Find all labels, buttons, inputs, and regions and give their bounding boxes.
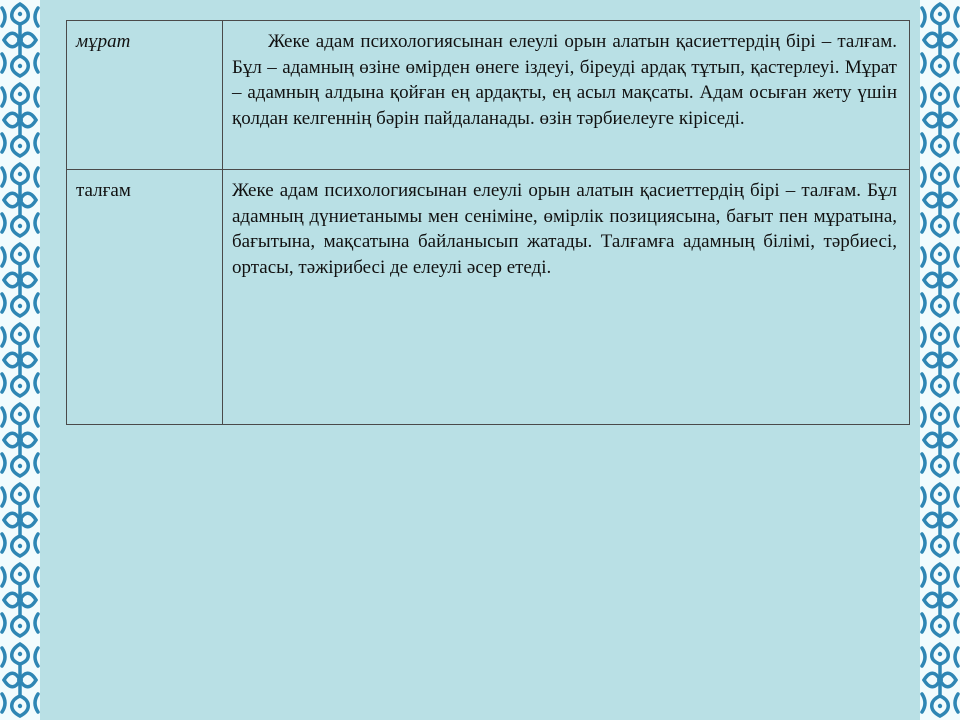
kazakh-ornament-pattern-icon (0, 0, 40, 720)
slide-content (40, 0, 920, 720)
term-cell: мұрат (67, 21, 223, 170)
right-ornament-border (920, 0, 960, 720)
definition-cell: Жеке адам психологиясынан елеулі орын алатын қасиеттердің бірі – талғам. Бұл – адамның өзіне өмірден өнеге іздеуі, біреуді ардақ тұтып, қастерлеуі. Мұрат – адамның алдына қойған ең ардақты, ең асыл мақсаты. Адам осыған жету үшін қолдан келгеннің бәрін пайдаланады. өзін тәрбиелеуге кіріседі. (223, 21, 910, 170)
table-row (67, 170, 910, 425)
kazakh-ornament-pattern-icon (920, 0, 960, 720)
term-cell: талғам (67, 170, 223, 425)
left-ornament-border (0, 0, 40, 720)
table-row (67, 21, 910, 170)
glossary-table (66, 20, 910, 425)
definition-cell: Жеке адам психологиясынан елеулі орын алатын қасиеттердің бірі – талғам. Бұл адамның дүниетанымы мен сеніміне, өмірлік позициясына, бағыт пен мұратына, бағытына, мақсатына байланысып жатады. Талғамға адамның білімі, тәрбиесі, ортасы, тәжірибесі де елеулі әсер етеді. (223, 170, 910, 425)
